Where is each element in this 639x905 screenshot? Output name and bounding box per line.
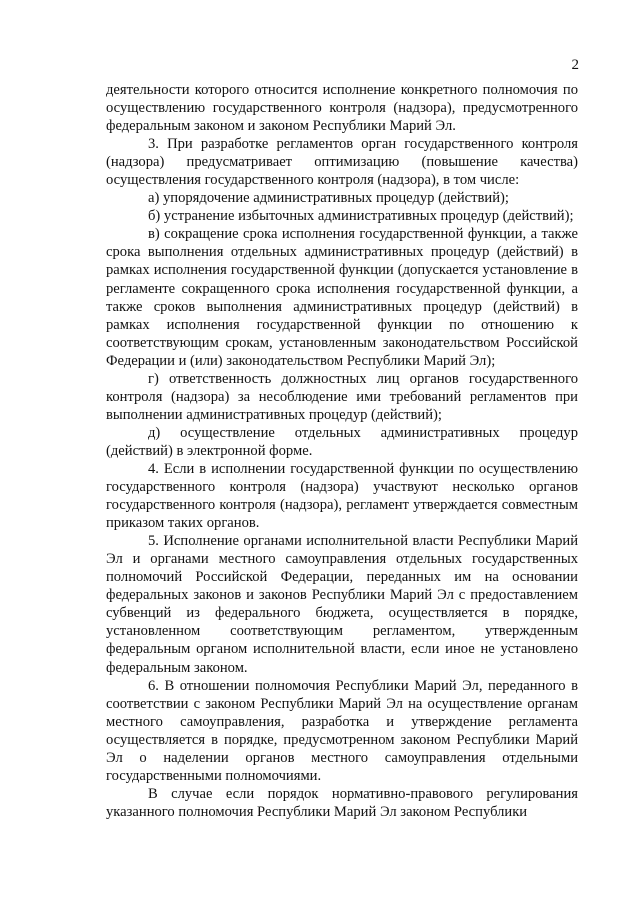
paragraph-item-3: 3. При разработке регламентов орган государственного контроля (надзора) предусматривает оптимизацию (повышение качества) осуществления государственного контроля (надзора), в том числе: <box>106 136 578 189</box>
paragraph-subitem-d: д) осуществление отдельных административных процедур (действий) в электронной форме. <box>106 424 578 459</box>
paragraph-item-4: 4. Если в исполнении государственной функции по осуществлению государственного контроля (надзора) участвуют несколько органов государственного контроля (надзора), регламент утверждается совместным приказом таких органов. <box>106 460 578 532</box>
paragraph-item-6: 6. В отношении полномочия Республики Марий Эл, переданного в соответствии с законом Республики Марий Эл на осуществление органам местного самоуправления, разработка и утверждение регламента осуществляется в порядке, предусмотренном законом Республики Марий Эл о наделении органов местного самоуправления отдельными государственными полномочиями. <box>106 677 578 784</box>
page-number: 2 <box>571 57 579 73</box>
paragraph-subitem-a: а) упорядочение административных процедур (действий); <box>148 190 509 207</box>
paragraph-subitem-b: б) устранение избыточных административных процедур (действий); <box>148 208 574 225</box>
paragraph-subitem-v: в) сокращение срока исполнения государственной функции, а также срока выполнения отдельных административных процедур (действий) в рамках исполнения государственной функции (допускается установление в регламенте сокращенного срока исполнения государственной функции, а также сроков выполнения административных процедур (действий) в рамках исполнения государственной функции по отношению к соответствующим срокам, установленным законодательством Российской Федерации и (или) законодательством Республики Марий Эл); <box>106 226 578 369</box>
body-text <box>106 81 578 821</box>
paragraph-continuation: деятельности которого относится исполнение конкретного полномочия по осуществлению государственного контроля (надзора), предусмотренного федеральным законом и законом Республики Марий Эл. <box>106 82 578 135</box>
paragraph-item-6-continuation: В случае если порядок нормативно-правового регулирования указанного полномочия Республики Марий Эл законом Республики <box>106 785 578 820</box>
paragraph-item-5: 5. Исполнение органами исполнительной власти Республики Марий Эл и органами местного самоуправления отдельных государственных полномочий Российской Федерации, переданных им на основании федеральных законов и законов Республики Марий Эл с предоставлением субвенций из федерального бюджета, осуществляется в порядке, установленном соответствующим регламентом, утвержденным федеральным органом исполнительной власти, если иное не установлено федеральным законом. <box>106 533 578 676</box>
paragraph-subitem-g: г) ответственность должностных лиц органов государственного контроля (надзора) за несоблюдение ими требований регламентов при выполнении административных процедур (действий); <box>106 370 578 423</box>
